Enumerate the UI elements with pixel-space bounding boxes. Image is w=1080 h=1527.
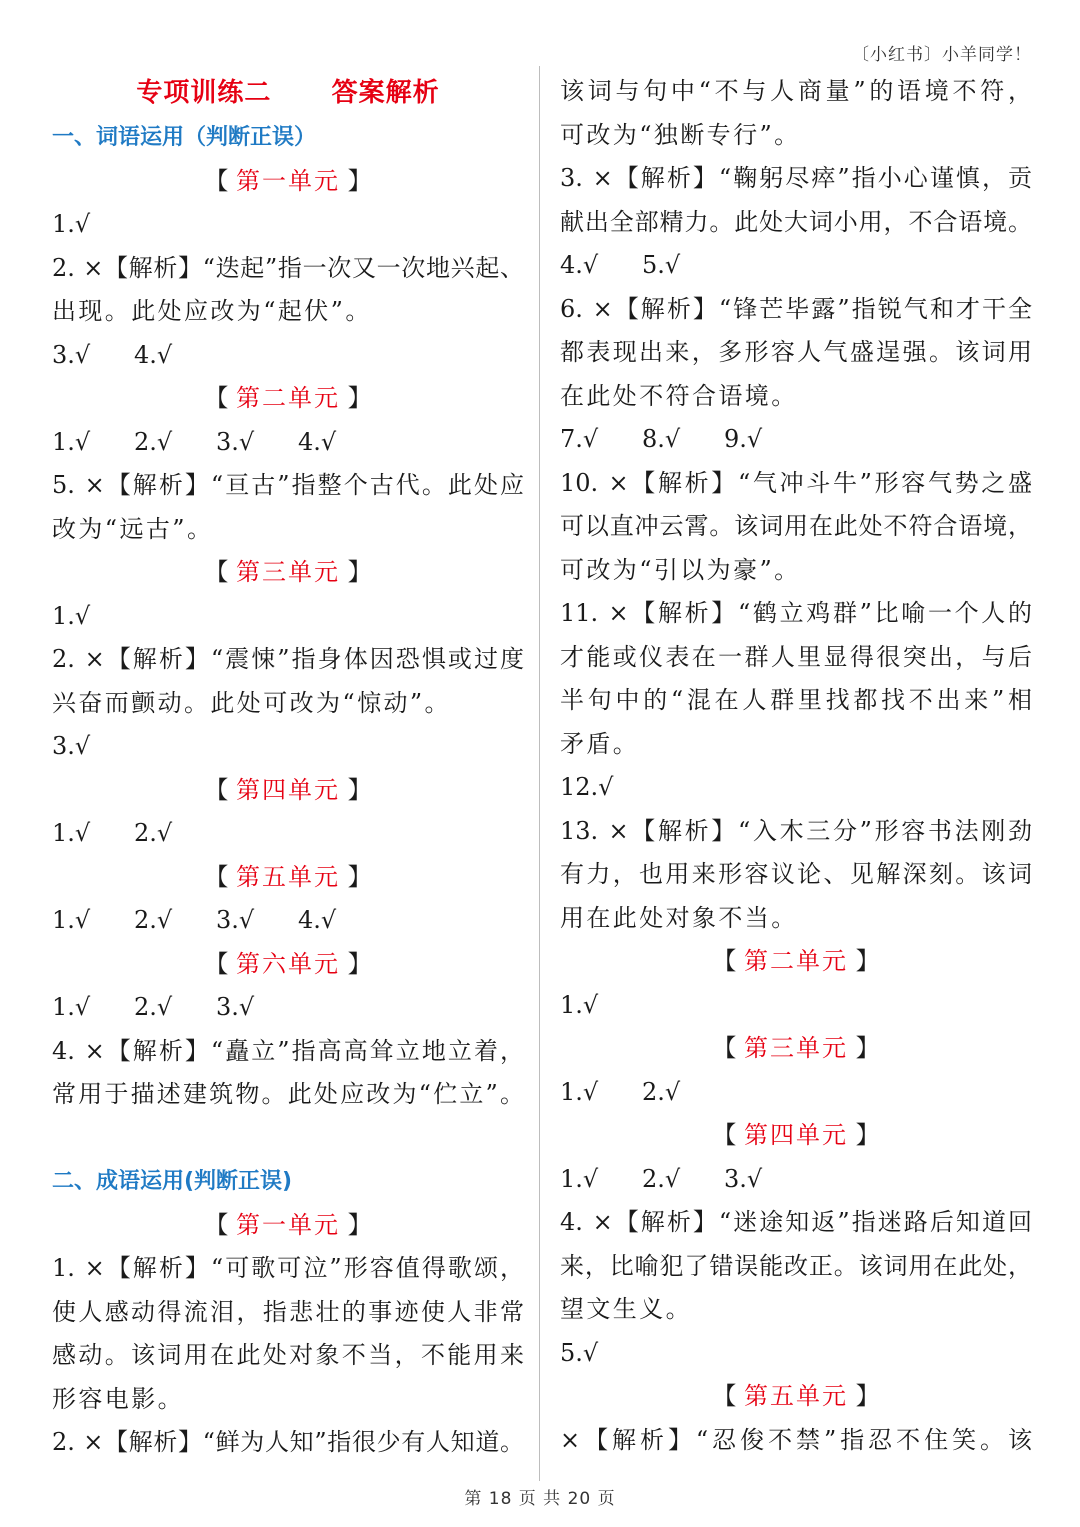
text-line: 使人感动得流泪，指悲壮的事迹使人非常 (52, 1297, 524, 1326)
text-line: 1. ×【解析】“可歌可泣”形容值得歌颂， (52, 1254, 524, 1282)
answer-mark: 1.√ (560, 990, 599, 1019)
text-line: 感动。该词用在此处对象不当，不能用来 (52, 1341, 524, 1369)
text-line: 13. ×【解析】“入木三分”形容书法刚劲 (560, 816, 1032, 845)
page-title: 专项训练二 答案解析 (136, 78, 440, 108)
unit-heading: 【 第五单元 】 (712, 1382, 880, 1410)
answer-mark: 4.√ (560, 251, 599, 279)
unit-heading: 【 第二单元 】 (204, 384, 372, 412)
text-line: 可改为“独断专行”。 (560, 120, 801, 149)
text-line: 矛盾。 (560, 729, 640, 758)
left-content (52, 116, 524, 1465)
unit-heading: 【 第二单元 】 (712, 947, 880, 975)
answer-mark: 8.√ (642, 425, 681, 453)
section-heading: 二、成语运用(判断正误) (52, 1169, 293, 1194)
text-line: 来，比喻犯了错误能改正。该词用在此处， (560, 1251, 1032, 1280)
watermark: 〔小红书〕小羊同学！ (852, 45, 1032, 65)
answer-row (52, 595, 524, 639)
column-divider (539, 66, 540, 1481)
answer-row (560, 1071, 1032, 1115)
text-line: 3. ×【解析】“鞠躬尽瘁”指小心谨慎，贡 (560, 164, 1032, 192)
answer-row (560, 1332, 1032, 1376)
answer-row (52, 899, 524, 943)
blank-line (52, 1117, 524, 1161)
text-line: 献出全部精力。此处大词小用，不合语境。 (560, 207, 1032, 236)
answer-mark: 4.√ (134, 340, 173, 369)
answer-mark: 2.√ (134, 993, 173, 1021)
answer-row (560, 766, 1032, 810)
unit-name: 第四单元 (236, 775, 340, 804)
unit-heading: 【 第一单元 】 (204, 1210, 372, 1239)
answer-mark: 3.√ (216, 427, 255, 456)
text-line: 6. ×【解析】“锋芒毕露”指锐气和才干全 (560, 294, 1032, 323)
answer-mark: 2.√ (642, 1164, 681, 1193)
answer-mark: 4.√ (298, 427, 337, 456)
answer-row (560, 1158, 1032, 1202)
text-line: 半句中的“混在人群里找都找不出来”相 (560, 686, 1032, 714)
answer-row (560, 244, 1032, 288)
answer-row (52, 421, 524, 465)
unit-name: 第五单元 (744, 1382, 848, 1410)
answer-mark: 3.√ (52, 732, 91, 760)
unit-heading: 【 第三单元 】 (204, 558, 372, 586)
answer-mark: 3.√ (216, 993, 255, 1021)
section-heading: 一、词语运用（判断正误） (52, 125, 317, 150)
unit-name: 第二单元 (236, 384, 340, 412)
answer-mark: 3.√ (52, 340, 91, 369)
unit-name: 第三单元 (236, 558, 340, 586)
text-line: 10. ×【解析】“气冲斗牛”形容气势之盛 (560, 468, 1032, 497)
answer-mark: 7.√ (560, 425, 599, 453)
answer-mark: 12.√ (560, 773, 614, 801)
text-line: 形容电影。 (52, 1384, 184, 1413)
answer-mark: 1.√ (560, 1077, 599, 1106)
unit-heading: 【 第六单元 】 (204, 949, 372, 978)
answer-mark: 1.√ (52, 210, 91, 238)
answer-row (52, 203, 524, 247)
unit-name: 第五单元 (236, 862, 340, 891)
text-line: 2. ×【解析】“迭起”指一次又一次地兴起、 (52, 253, 524, 282)
text-line: 都表现出来，多形容人气盛逞强。该词用 (560, 338, 1032, 366)
answer-row (560, 418, 1032, 462)
unit-name: 第六单元 (236, 949, 340, 978)
text-line: 该词与句中“不与人商量”的语境不符， (560, 77, 1032, 105)
unit-heading: 【 第五单元 】 (204, 862, 372, 891)
page-footer: 第 18 页 共 20 页 (464, 1489, 616, 1509)
right-content (560, 70, 1032, 1462)
text-line: 用在此处对象不当。 (560, 903, 798, 932)
text-line: 11. ×【解析】“鹤立鸡群”比喻一个人的 (560, 599, 1032, 627)
answer-row (52, 725, 524, 769)
unit-name: 第二单元 (744, 947, 848, 975)
unit-heading: 【 第四单元 】 (204, 775, 372, 804)
text-line: 在此处不符合语境。 (560, 381, 798, 410)
answer-mark: 2.√ (134, 427, 173, 456)
text-line: 4. ×【解析】“矗立”指高高耸立地立着， (52, 1036, 524, 1065)
answer-row (560, 984, 1032, 1028)
answer-row (52, 986, 524, 1030)
answer-row (52, 334, 524, 378)
answer-mark: 4.√ (298, 906, 337, 934)
text-line: 常用于描述建筑物。此处应改为“伫立”。 (52, 1080, 524, 1108)
answer-mark: 1.√ (52, 427, 91, 456)
unit-name: 第三单元 (744, 1034, 848, 1062)
answer-mark: 1.√ (52, 601, 91, 630)
unit-name: 第一单元 (236, 166, 340, 195)
text-line: 5. ×【解析】“亘古”指整个古代。此处应 (52, 471, 524, 499)
text-line: 可改为“引以为豪”。 (560, 555, 801, 584)
text-line: 可以直冲云霄。该词用在此处不符合语境， (560, 512, 1032, 540)
answer-mark: 3.√ (216, 906, 255, 934)
text-line: 2. ×【解析】“鲜为人知”指很少有人知道。 (52, 1428, 524, 1456)
unit-heading: 【 第四单元 】 (712, 1121, 880, 1149)
left-column (52, 70, 524, 1465)
answer-mark: 1.√ (560, 1164, 599, 1193)
text-line: 改为“远古”。 (52, 514, 214, 543)
unit-name: 第一单元 (236, 1210, 340, 1239)
text-line: 兴奋而颤动。此处可改为“惊动”。 (52, 688, 451, 717)
answer-mark: 2.√ (134, 819, 173, 847)
text-line: 有力，也用来形容议论、见解深刻。该词 (560, 860, 1032, 888)
answer-mark: 3.√ (724, 1164, 763, 1193)
right-column (560, 70, 1032, 1462)
answer-mark: 1.√ (52, 993, 91, 1021)
text-line: 望文生义。 (560, 1295, 692, 1323)
unit-heading: 【 第一单元 】 (204, 166, 372, 195)
answer-mark: 5.√ (560, 1338, 599, 1367)
text-line: ×【解析】“忍俊不禁”指忍不住笑。该 (560, 1425, 1032, 1454)
answer-mark: 5.√ (642, 251, 681, 279)
answer-mark: 2.√ (642, 1077, 681, 1106)
answer-mark: 1.√ (52, 819, 91, 847)
answer-mark: 1.√ (52, 906, 91, 934)
unit-heading: 【 第三单元 】 (712, 1034, 880, 1062)
text-line: 4. ×【解析】“迷途知返”指迷路后知道回 (560, 1208, 1032, 1236)
answer-row (52, 812, 524, 856)
text-line: 才能或仪表在一群人里显得很突出，与后 (560, 642, 1032, 671)
text-line: 出现。此处应改为“起伏”。 (52, 297, 372, 325)
unit-name: 第四单元 (744, 1121, 848, 1149)
text-line: 2. ×【解析】“震悚”指身体因恐惧或过度 (52, 645, 524, 673)
answer-mark: 2.√ (134, 906, 173, 934)
answer-mark: 9.√ (724, 425, 763, 453)
